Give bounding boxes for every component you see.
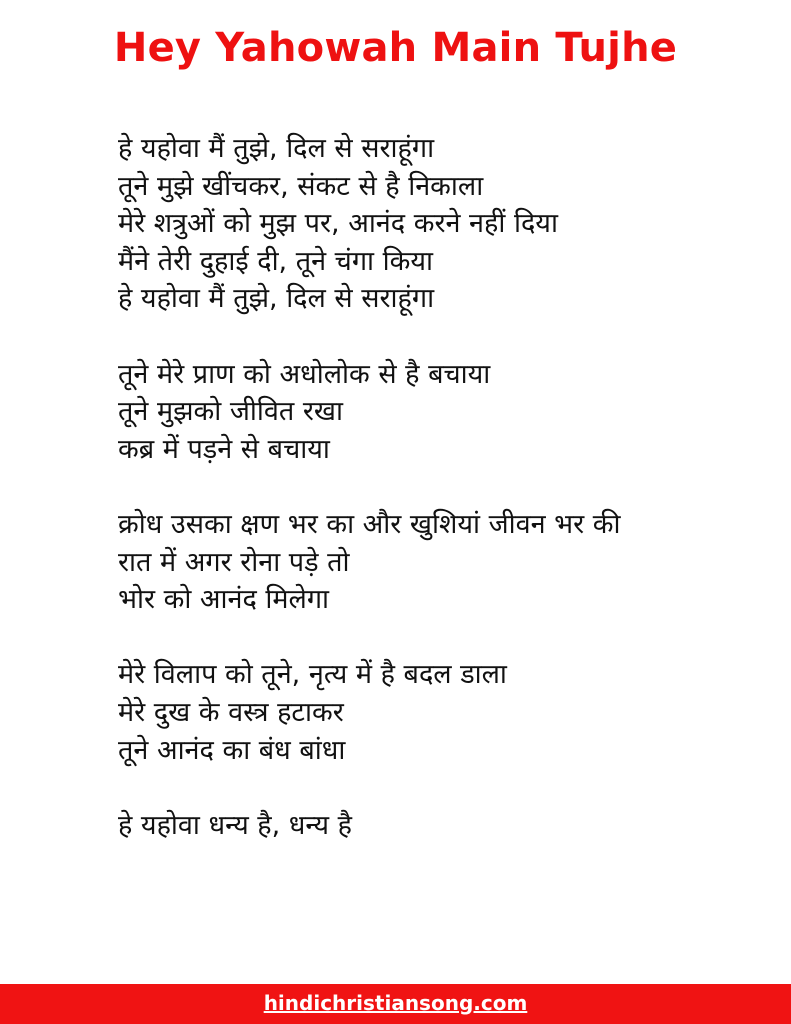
lyric-line: रात में अगर रोना पड़े तो — [118, 546, 350, 578]
stanza-1 — [118, 130, 768, 318]
lyric-line: क्रोध उसका क्षण भर का और खुशियां जीवन भर की — [118, 508, 621, 540]
lyric-line: तूने आनंद का बंध बांधा — [118, 734, 346, 766]
lyric-line: मेरे शत्रुओं को मुझ पर, आनंद करने नहीं दिया — [118, 208, 558, 240]
lyric-line: हे यहोवा मैं तुझे, दिल से सराहूंगा — [118, 133, 435, 164]
lyric-line: मेरे विलाप को तूने, नृत्य में है बदल डाला — [118, 659, 507, 691]
song-title: Hey Yahowah Main Tujhe — [113, 25, 678, 71]
lyric-line: तूने मुझे खींचकर, संकट से है निकाला — [118, 170, 484, 202]
lyric-line: तूने मुझको जीवित रखा — [118, 396, 343, 428]
lyric-line: तूने मेरे प्राण को अधोलोक से है बचाया — [118, 358, 491, 390]
footer-bar — [0, 984, 791, 1024]
lyric-line: कब्र में पड़ने से बचाया — [118, 433, 330, 465]
stanza-3 — [118, 506, 768, 619]
lyric-line: हे यहोवा धन्य है, धन्य है — [118, 809, 352, 841]
stanza-4 — [118, 656, 768, 769]
lyric-line: हे यहोवा मैं तुझे, दिल से सराहूंगा — [118, 283, 435, 315]
lyric-line: भोर को आनंद मिलेगा — [118, 584, 330, 616]
lyric-line: मैंने तेरी दुहाई दी, तूने चंगा किया — [118, 245, 433, 277]
lyric-line: मेरे दुख के वस्त्र हटाकर — [118, 696, 344, 728]
lyrics-body — [118, 130, 768, 882]
website-link[interactable]: hindichristiansong.com — [263, 991, 528, 1015]
stanza-5 — [118, 807, 768, 845]
stanza-2 — [118, 356, 768, 469]
